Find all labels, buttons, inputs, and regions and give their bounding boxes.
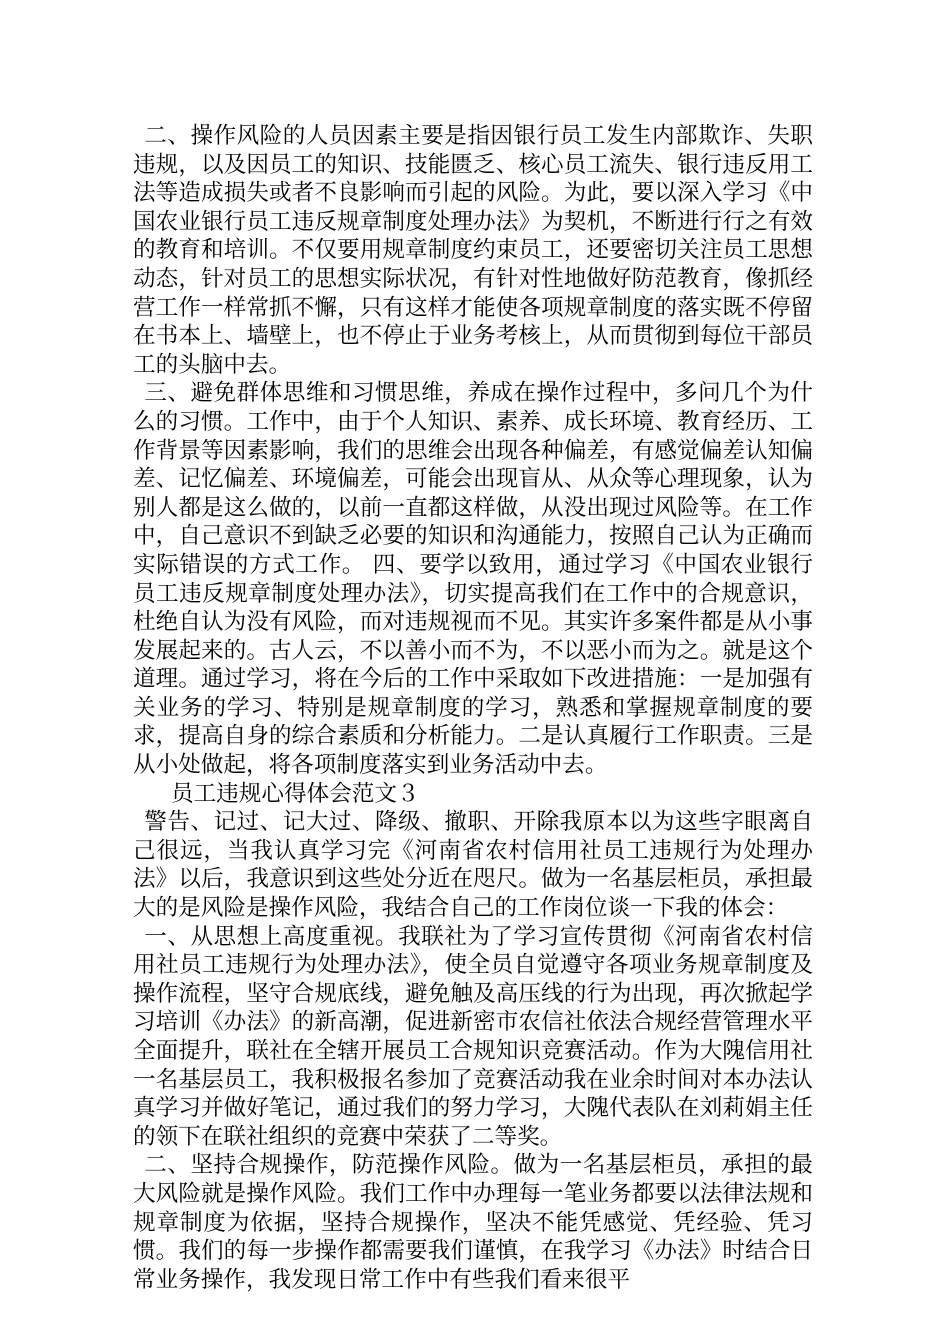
paragraph-operational-risk-personnel: 二、操作风险的人员因素主要是指因银行员工发生内部欺诈、失职违规，以及因员工的知识、技能匮乏、核心员工流失、银行违反用工法等造成损失或者不良影响而引起的风险。为此，要以深入学习《中国农业银行员工违反规章制度处理办法》为契机，不断进行行之有效的教育和培训。不仅要用规章制度约束员工，还要密切关注员工思想动态，针对员工的思想实际状况，有针对性地做好防范教育，像抓经营工作一样常抓不懈，只有这样才能使各项规章制度的落实既不停留在书本上、墙壁上，也不停止于业务考核上，从而贯彻到每位干部员工的头脑中去。	[133, 123, 813, 378]
paragraph-ideological-emphasis: 一、从思想上高度重视。我联社为了学习宣传贯彻《河南省农村信用社员工违规行为处理办法》，使全员自觉遵守各项业务规章制度及操作流程，坚守合规底线，避免触及高压线的行为出现，再次掀起学习培训《办法》的新高潮，促进新密市农信社依法合规经营管理水平全面提升，联社在全辖开展员工合规知识竞赛活动。作为大隗信用社一名基层员工，我积极报名参加了竞赛活动我在业余时间对本办法认真学习并做好笔记，通过我们的努力学习，大隗代表队在刘莉娟主任的领下在联社组织的竞赛中荣获了二等奖。	[133, 923, 813, 1150]
document-body	[133, 122, 813, 1294]
paragraph-avoid-group-thinking: 三、避免群体思维和习惯思维，养成在操作过程中，多问几个为什么的习惯。工作中，由于个人知识、素养、成长环境、教育经历、工作背景等因素影响，我们的思维会出现各种偏差，有感觉偏差认知偏差、记忆偏差、环境偏差，可能会出现盲从、从众等心理现象，认为别人都是这么做的，以前一直都这样做，从没出现过风险等。在工作中，自己意识不到缺乏必要的知识和沟通能力，按照自己认为正确而实际错误的方式工作。 四、要学以致用，通过学习《中国农业银行员工违反规章制度处理办法》，切实提高我们在工作中的合规意识，杜绝自认为没有风险，而对违规视而不见。其实许多案件都是从小事发展起来的。古人云，不以善小而不为，不以恶小而为之。就是这个道理。通过学习，将在今后的工作中采取如下改进措施：一是加强有关业务的学习、特别是规章制度的学习，熟悉和掌握规章制度的要求，提高自身的综合素质和分析能力。二是认真履行工作职责。三是从小处做起，将各项制度落实到业务活动中去。	[133, 380, 813, 779]
section-heading: 员工违规心得体会范文３	[171, 780, 420, 807]
paragraph-compliance-operation: 二、坚持合规操作，防范操作风险。做为一名基层柜员，承担的最大风险就是操作风险。我们工作中办理每一笔业务都要以法律法规和规章制度为依据，坚持合规操作，坚决不能凭感觉、凭经验、凭习惯。我们的每一步操作都需要我们谨慎，在我学习《办法》时结合日常业务操作，我发现日常工作中有些我们看来很平	[133, 1152, 813, 1293]
paragraph-warning-intro: 警告、记过、记大过、降级、撤职、开除我原本以为这些字眼离自己很远，当我认真学习完《河南省农村信用社员工违规行为处理办法》以后，我意识到这些处分近在咫尺。做为一名基层柜员，承担最大的是风险是操作风险，我结合自己的工作岗位谈一下我的体会：	[133, 809, 813, 922]
